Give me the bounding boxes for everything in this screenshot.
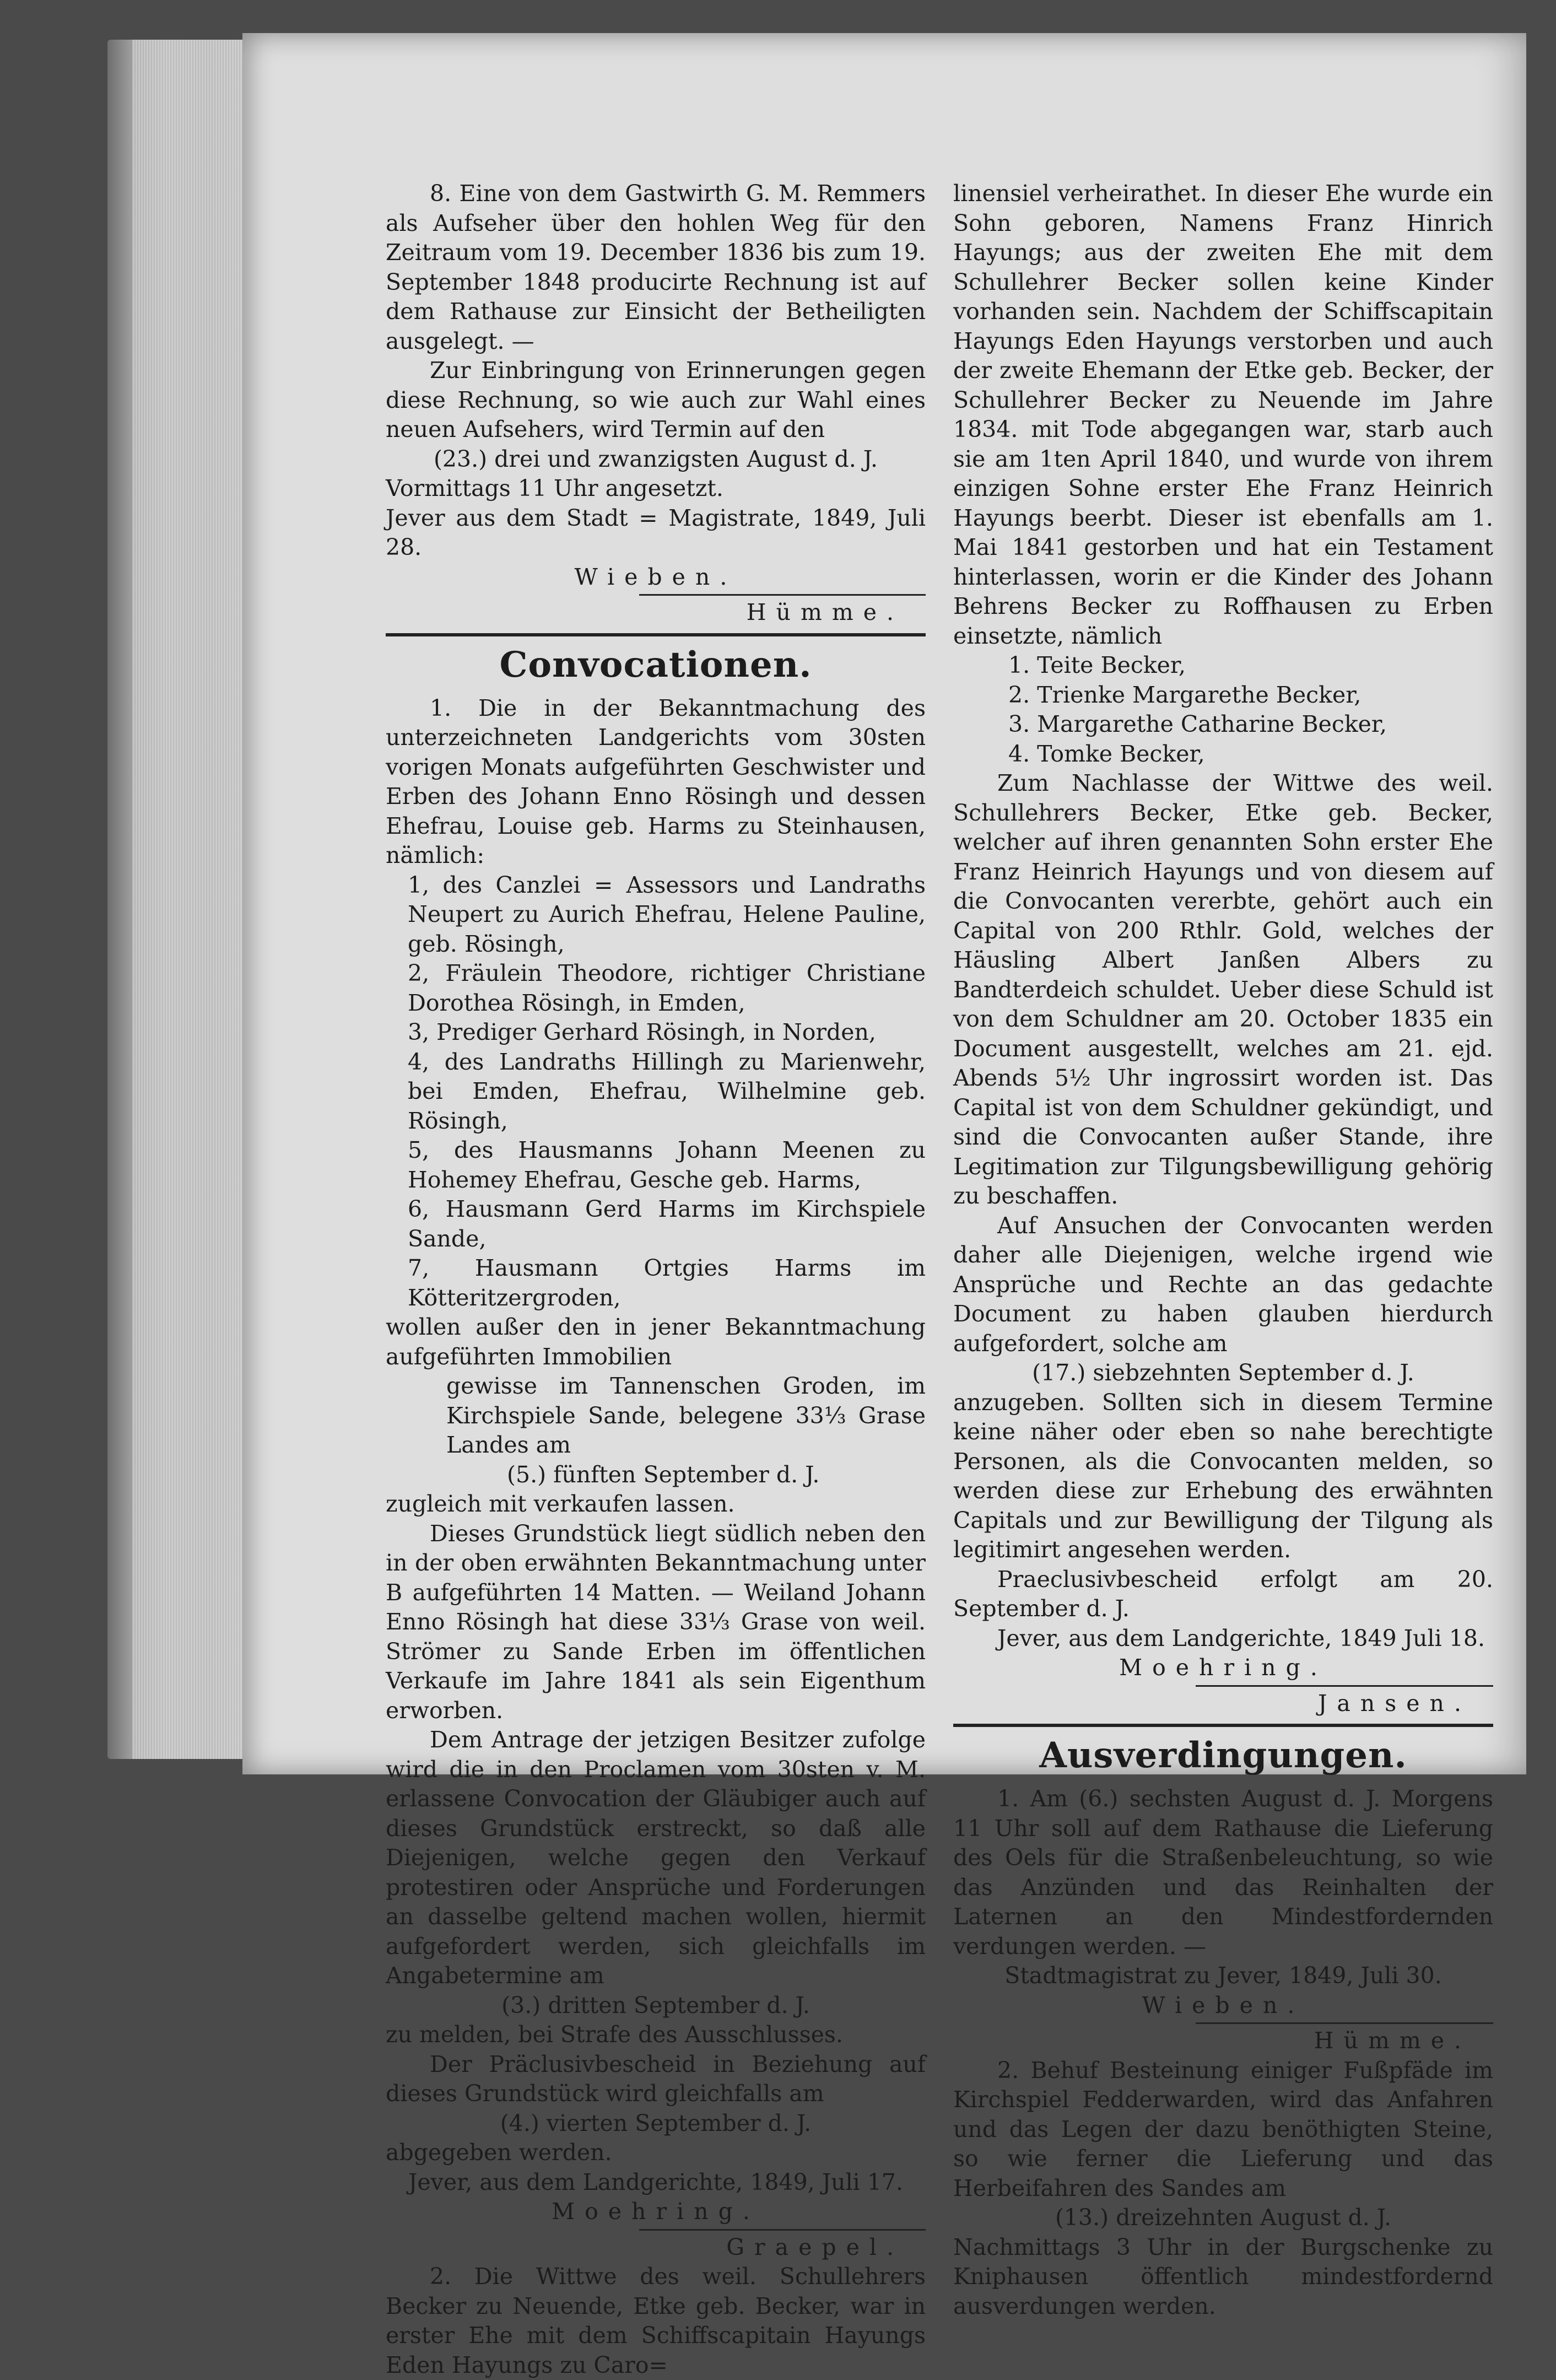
convocation-1-text: wollen außer den in jener Bekanntmachung aufgeführten Immobilien: [386, 1314, 926, 1370]
convocation-2-text: anzugeben. Sollten sich in diesem Termine keine näher oder eben so nahe berechtigte Personen, als die Convocanten melden, so werden diese zur Erhebung des erwähnten Capitals und zur Bewilligung der Tilgung als legitimirt angesehen werden.: [953, 1389, 1493, 1563]
heir-list-item: 2, Fräulein Theodore, richtiger Christiane Dorothea Rösingh, in Emden,: [408, 960, 926, 1016]
convocation-1-text: abgegeben werden.: [386, 2139, 612, 2166]
tender-1-text: 1. Am (6.) sechsten August d. J. Morgens 11 Uhr soll auf dem Rathause die Lieferung des Oels für die Straßenbeleuchtung, so wie das Anzünden und das Reinhalten der Laternen an den Mindestfordernden verdungen werden. —: [953, 1785, 1493, 1960]
convocation-1-date: (3.) dritten September d. J.: [501, 1992, 810, 2019]
convocation-2-text: Zum Nachlasse der Wittwe des weil. Schullehrers Becker, Etke geb. Becker, welcher auf ihren genannten Sohn erster Ehe Franz Heinrich Hayungs und von diesem auf die Convocanten vererbte, gehört auch ein Capital von 200 Rthlr. Gold, welches der Häusling Albert Janßen Albers zu Bandterdeich schuldet. Ueber diese Schuld ist von dem Schuldner am 20. October 1835 ein Document ausgestellt, welches am 21. ejd. Abends 5½ Uhr ingrossirt worden ist. Das Capital ist von dem Schuldner gekündigt, und sind die Convocanten außer Stande, ihre Legitimation zur Tilgungsbewilligung gehörig zu beschaffen.: [953, 770, 1493, 1209]
heir-list-item: 3, Prediger Gerhard Rösingh, in Norden,: [408, 1019, 876, 1045]
signature-graepel: Graepel.: [726, 2233, 904, 2260]
heir-list-item: 4, des Landraths Hillingh zu Marienwehr, bei Emden, Ehefrau, Wilhelmine geb. Rösingh,: [408, 1048, 926, 1134]
signature-wieben: Wieben.: [1142, 1992, 1305, 2019]
heir-list-item: 4. Tomke Becker,: [1008, 740, 1205, 767]
heir-list-item: 2. Trienke Margarethe Becker,: [1008, 681, 1362, 708]
notice-8-place: Jever aus dem Stadt = Magistrate, 1849, Juli 28.: [386, 504, 926, 560]
convocation-1-text: Der Präclusivbescheid in Beziehung auf dieses Grundstück wird gleichfalls am: [386, 2050, 926, 2107]
signature-wieben: Wieben.: [574, 563, 737, 590]
heir-list-item: 3. Margarethe Catharine Becker,: [1008, 711, 1387, 737]
signature-rule: [1196, 2022, 1493, 2024]
convocation-1-text: Dem Antrage der jetzigen Besitzer zufolge wird die in den Proclamen vom 30sten v. M. erlassene Convocation der Gläubiger auch auf dieses Grundstück erstreckt, so daß alle Diejenigen, welche gegen den Verkauf protestiren oder Ansprüche und Forderungen an dasselbe geltend machen wollen, hiermit aufgefordert werden, sich gleichfalls im Angabetermine am: [386, 1726, 926, 1989]
heir-list-item: 1. Teite Becker,: [1008, 652, 1186, 678]
convocation-1-intro: 1. Die in der Bekanntmachung des unterzeichneten Landgerichts vom 30sten vorigen Monats aufgeführten Geschwister und Erben des Johann Enno Rösingh und dessen Ehefrau, Louise geb. Harms zu Steinhausen, nämlich:: [386, 694, 926, 868]
tender-2-text: 2. Behuf Besteinung einiger Fußpfäde im Kirchspiel Fedderwarden, wird das Anfahren und das Legen der dazu benöthigten Steine, so wie ferner die Lieferung und das Herbeifahren des Sandes am: [953, 2057, 1493, 2201]
convocation-2-text: linensiel verheirathet. In dieser Ehe wurde ein Sohn geboren, Namens Franz Hinrich Hayungs; aus der zweiten Ehe mit dem Schullehrer Becker sollen keine Kinder vorhanden sein. Nachdem der Schiffscapitain Hayungs Eden Hayungs verstorben und auch der zweite Ehemann der Etke geb. Becker, der Schullehrer Becker zu Neuende im Jahre 1834. mit Tode abgegangen war, starb auch sie am 1ten April 1840, und wurde von ihrem einzigen Sohne erster Ehe Franz Heinrich Hayungs beerbt. Dieser ist ebenfalls am 1. Mai 1841 gestorben und hat ein Testament hinterlassen, worin er die Kinder des Johann Behrens Becker zu Roffhausen zu Erben einsetzte, nämlich: [953, 180, 1493, 649]
signature-moehring: Moehring.: [1119, 1654, 1327, 1681]
signature-rule: [1196, 1685, 1493, 1687]
left-column: [386, 179, 926, 2380]
signature-rule: [639, 594, 926, 596]
section-divider: [953, 1724, 1493, 1727]
convocation-2-text: Praeclusivbescheid erfolgt am 20. September d. J.: [953, 1566, 1493, 1622]
ausverdingungen-heading: Ausverdingungen.: [1039, 1735, 1407, 1776]
convocation-1-text: Dieses Grundstück liegt südlich neben den in der oben erwähnten Bekanntmachung unter B aufgeführten 14 Matten. — Weiland Johann Enno Rösingh hat diese 33⅓ Grase von weil. Strömer zu Sande Erben im öffentlichen Verkaufe im Jahre 1841 als sein Eigenthum erworben.: [386, 1520, 926, 1724]
tender-1-place: Stadtmagistrat zu Jever, 1849, Juli 30.: [1004, 1962, 1442, 1989]
convocation-2-date: (17.) siebzehnten September d. J.: [1032, 1359, 1414, 1386]
convocation-1-land: gewisse im Tannenschen Groden, im Kirchspiele Sande, belegene 33⅓ Grase Landes am: [446, 1373, 926, 1458]
convocation-1-place: Jever, aus dem Landgerichte, 1849, Juli 17.: [408, 2168, 904, 2195]
signature-jansen: Jansen.: [1317, 1690, 1471, 1717]
convocationen-heading: Convocationen.: [499, 644, 812, 686]
section-divider: [386, 633, 926, 636]
signature-rule: [639, 2229, 926, 2231]
convocation-2-place: Jever, aus dem Landgerichte, 1849 Juli 18.: [997, 1625, 1485, 1652]
convocation-1-text: zu melden, bei Strafe des Ausschlusses.: [386, 2021, 843, 2048]
convocation-1-date: (4.) vierten September d. J.: [500, 2109, 812, 2136]
heir-list-item: 6, Hausmann Gerd Harms im Kirchspiele Sande,: [408, 1196, 926, 1252]
signature-huemme: Hümme.: [1314, 2027, 1471, 2054]
convocation-2-start: 2. Die Wittwe des weil. Schullehrers Becker zu Neuende, Etke geb. Becker, war in erster Ehe mit dem Schiffscapitain Hayungs Eden Hayungs zu Caro=: [386, 2263, 926, 2378]
convocation-1-date: (5.) fünften September d. J.: [507, 1461, 820, 1488]
notice-8-text: 8. Eine von dem Gastwirth G. M. Remmers als Aufseher über den hohlen Weg für den Zeitraum vom 19. December 1836 bis zum 19. September 1848 producirte Rechnung ist auf dem Rathause zur Einsicht der Betheiligten ausgelegt. —: [386, 180, 926, 354]
notice-8-time: Vormittags 11 Uhr angesetzt.: [386, 475, 723, 501]
notice-8-term: Zur Einbringung von Erinnerungen gegen diese Rechnung, so wie auch zur Wahl eines neuen Aufsehers, wird Termin auf den: [386, 357, 926, 442]
tender-2-date: (13.) dreizehnten August d. J.: [1055, 2204, 1392, 2231]
right-column: [953, 179, 1493, 2321]
heir-list-item: 5, des Hausmanns Johann Meenen zu Hohemey Ehefrau, Gesche geb. Harms,: [408, 1137, 926, 1193]
signature-huemme: Hümme.: [746, 599, 904, 625]
heir-list-item: 7, Hausmann Ortgies Harms im Kötteritzergroden,: [408, 1255, 926, 1311]
notice-8-date: (23.) drei und zwanzigsten August d. J.: [433, 445, 878, 472]
convocation-2-text: Auf Ansuchen der Convocanten werden daher alle Diejenigen, welche irgend wie Ansprüche und Rechte an das gedachte Document zu haben glauben hierdurch aufgefordert, solche am: [953, 1212, 1493, 1357]
signature-moehring: Moehring.: [552, 2198, 760, 2225]
heir-list-item: 1, des Canzlei = Assessors und Landraths Neupert zu Aurich Ehefrau, Helene Pauline, geb. Rösingh,: [408, 871, 926, 957]
newspaper-page: [242, 33, 1526, 2378]
tender-2-text: Nachmittags 3 Uhr in der Burgschenke zu Kniphausen öffentlich mindestfordernd ausverdungen werden.: [953, 2233, 1493, 2319]
convocation-1-text: zugleich mit verkaufen lassen.: [386, 1491, 735, 1517]
